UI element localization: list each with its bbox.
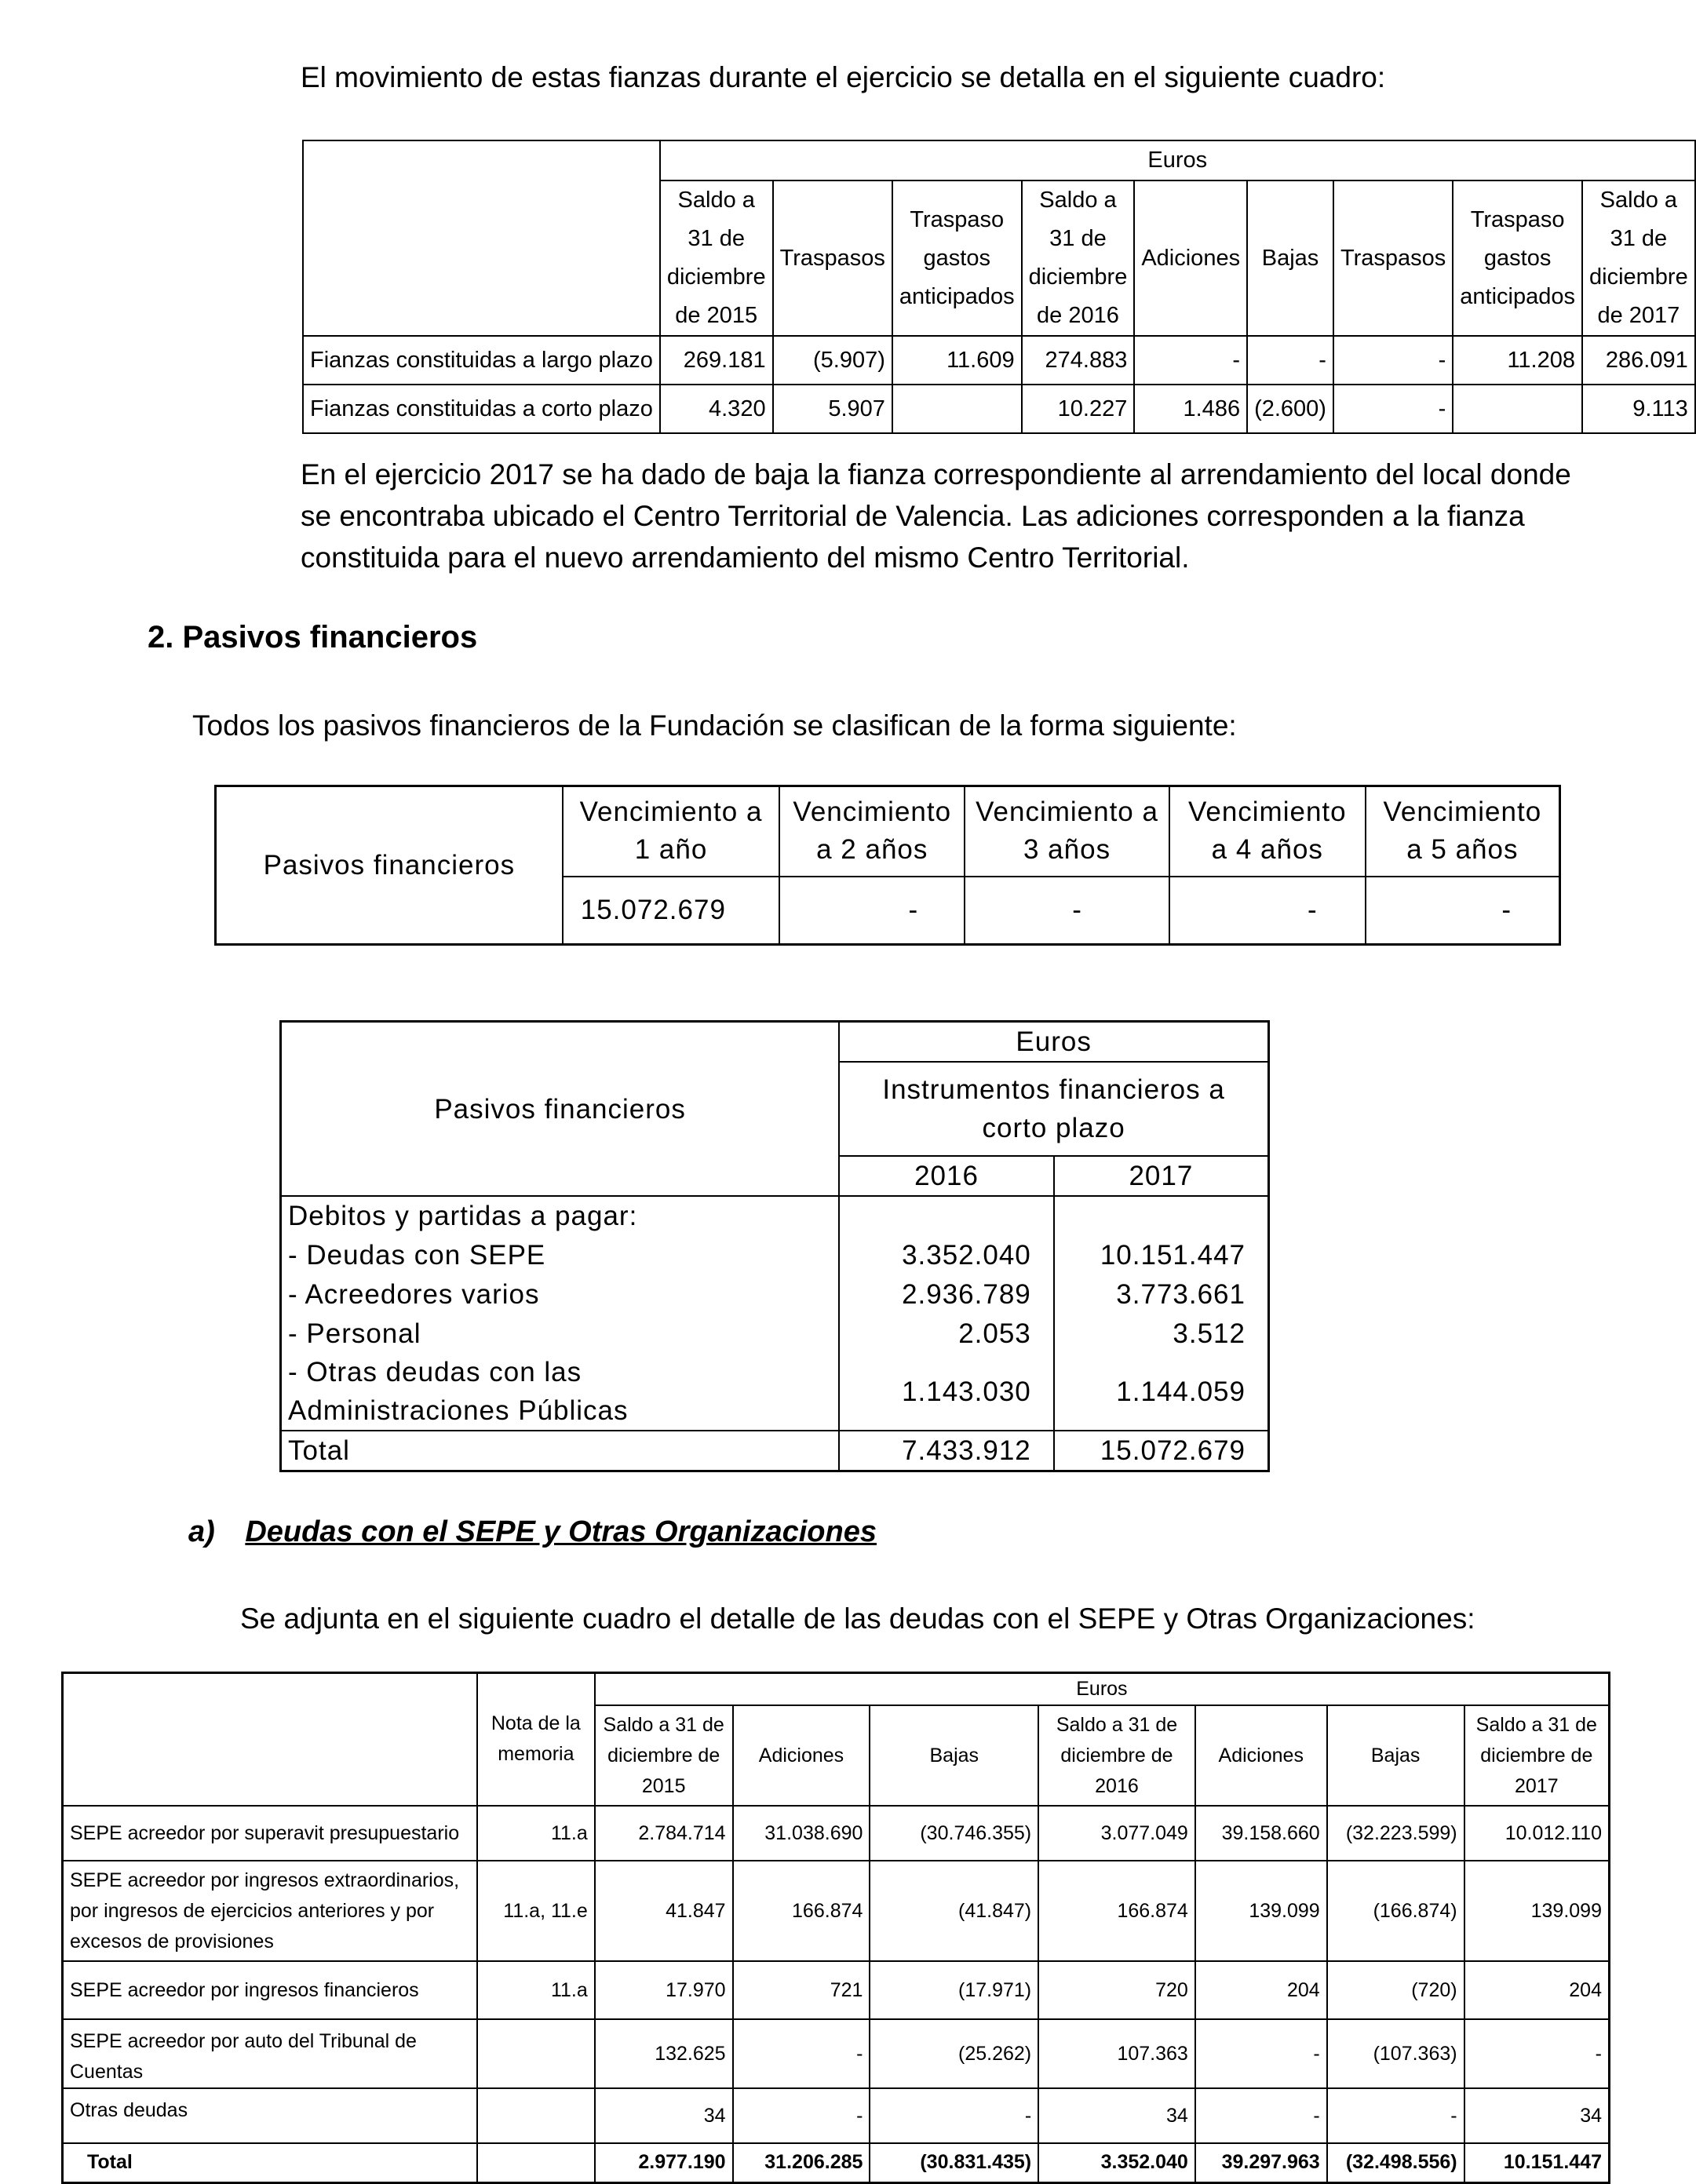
row-label: - Otras deudas con las Administraciones Públicas: [281, 1353, 840, 1431]
fianzas-note-paragraph: En el ejercicio 2017 se ha dado de baja la fianza correspondiente al arrendamiento del local donde se encontraba ubicado el Centro Territorial de Valencia. Las adiciones corresponden a la fianza constituida para el nuevo arrendamiento del mismo Centro Territorial.: [301, 458, 1571, 574]
table-row: [281, 1314, 1269, 1353]
col-header: Vencimiento a 1 año: [563, 786, 780, 877]
cell: 31.038.690: [733, 1806, 870, 1861]
section-label: Debitos y partidas a pagar:: [281, 1196, 840, 1235]
liabilities-table: [279, 1020, 1270, 1472]
col-header: Vencimiento a 4 años: [1169, 786, 1366, 877]
row-label: - Personal: [281, 1314, 840, 1353]
cell: (166.874): [1327, 1861, 1464, 1961]
col-header: Bajas: [1247, 180, 1333, 336]
cell: (32.498.556): [1327, 2143, 1464, 2182]
subsection-heading: [188, 1511, 877, 1553]
cell: 2.936.789: [839, 1274, 1054, 1314]
row-label: SEPE acreedor por ingresos extraordinarios, por ingresos de ejercicios anteriores y por excesos de provisiones: [63, 1861, 477, 1961]
cell: -: [1366, 877, 1560, 945]
row-label: Total: [281, 1431, 840, 1471]
cell: -: [1195, 2019, 1327, 2088]
table-row: [63, 2088, 1610, 2143]
corner-cell: [63, 1673, 477, 1807]
cell: 2.784.714: [595, 1806, 733, 1861]
col-header: Adiciones: [1195, 1705, 1327, 1806]
total-row: [281, 1431, 1269, 1471]
cell: 34: [595, 2088, 733, 2143]
table-row: [63, 1861, 1610, 1961]
cell: 39.158.660: [1195, 1806, 1327, 1861]
cell: 139.099: [1195, 1861, 1327, 1961]
cell: -: [779, 877, 965, 945]
cell: 3.512: [1054, 1314, 1269, 1353]
col-header: Traspaso gastos anticipados: [1453, 180, 1582, 336]
cell: 11.208: [1453, 336, 1582, 385]
intro-paragraph: El movimiento de estas fianzas durante el ejercicio se detalla en el siguiente cuadro:: [301, 61, 1386, 93]
row-label: Fianzas constituidas a largo plazo: [303, 336, 660, 385]
col-header: Bajas: [870, 1705, 1038, 1806]
cell: 10.227: [1022, 385, 1135, 433]
cell: 41.847: [595, 1861, 733, 1961]
table-row: [63, 1961, 1610, 2019]
table-row: [281, 1235, 1269, 1274]
group-header: Instrumentos financieros a corto plazo: [839, 1062, 1268, 1156]
cell: -: [1195, 2088, 1327, 2143]
note-cell: [477, 2143, 595, 2182]
cell: 720: [1038, 1961, 1195, 2019]
table-row: [63, 2019, 1610, 2088]
cell: 34: [1464, 2088, 1610, 2143]
col-header: Saldo a 31 de diciembre de 2016: [1022, 180, 1135, 336]
cell: 204: [1195, 1961, 1327, 2019]
cell: [892, 385, 1022, 433]
row-label: Total: [63, 2143, 477, 2182]
cell: 15.072.679: [563, 877, 780, 945]
cell: 7.433.912: [839, 1431, 1054, 1471]
cell: 2.977.190: [595, 2143, 733, 2182]
cell: 3.352.040: [1038, 2143, 1195, 2182]
cell: 1.143.030: [839, 1353, 1054, 1431]
cell: 721: [733, 1961, 870, 2019]
cell: -: [1464, 2019, 1610, 2088]
cell: 10.151.447: [1054, 1235, 1269, 1274]
col-header: Adiciones: [733, 1705, 870, 1806]
cell: (41.847): [870, 1861, 1038, 1961]
cell: -: [965, 877, 1169, 945]
currency-header: Euros: [839, 1022, 1268, 1063]
table-row: [303, 385, 1695, 433]
cell: 274.883: [1022, 336, 1135, 385]
classification-paragraph: Todos los pasivos financieros de la Fundación se clasifican de la forma siguiente:: [192, 709, 1237, 742]
sepe-debts-table: [61, 1672, 1610, 2184]
col-header: Traspasos: [1333, 180, 1453, 336]
cell: 132.625: [595, 2019, 733, 2088]
cell: 107.363: [1038, 2019, 1195, 2088]
subsection-title: Deudas con el SEPE y Otras Organizaciones: [245, 1515, 877, 1548]
cell: -: [1327, 2088, 1464, 2143]
cell: 2.053: [839, 1314, 1054, 1353]
cell: 166.874: [1038, 1861, 1195, 1961]
table-row: [63, 1806, 1610, 1861]
corner-cell: [303, 140, 660, 336]
cell: (720): [1327, 1961, 1464, 2019]
row-label: Pasivos financieros: [216, 786, 563, 945]
col-header: Traspasos: [773, 180, 892, 336]
cell: [1453, 385, 1582, 433]
maturity-table: [214, 785, 1561, 946]
col-header: Saldo a 31 de diciembre de 2015: [595, 1705, 733, 1806]
cell: 11.609: [892, 336, 1022, 385]
col-header: Vencimiento a 2 años: [779, 786, 965, 877]
cell: 3.773.661: [1054, 1274, 1269, 1314]
cell: 3.352.040: [839, 1235, 1054, 1274]
cell: -: [733, 2088, 870, 2143]
cell: -: [1169, 877, 1366, 945]
cell: 34: [1038, 2088, 1195, 2143]
col-header: Saldo a 31 de diciembre de 2017: [1582, 180, 1695, 336]
note-header: Nota de la memoria: [477, 1673, 595, 1807]
row-label: Pasivos financieros: [281, 1022, 840, 1197]
cell: 1.144.059: [1054, 1353, 1269, 1431]
table-row: [303, 336, 1695, 385]
col-header: Saldo a 31 de diciembre de 2015: [660, 180, 773, 336]
section-heading: 2. Pasivos financieros: [148, 620, 478, 654]
cell: 9.113: [1582, 385, 1695, 433]
cell: 39.297.963: [1195, 2143, 1327, 2182]
cell: (17.971): [870, 1961, 1038, 2019]
note-cell: [477, 2019, 595, 2088]
cell: 15.072.679: [1054, 1431, 1269, 1471]
cell: 5.907: [773, 385, 892, 433]
cell: 139.099: [1464, 1861, 1610, 1961]
cell: -: [733, 2019, 870, 2088]
cell: 17.970: [595, 1961, 733, 2019]
cell: 286.091: [1582, 336, 1695, 385]
cell: 3.077.049: [1038, 1806, 1195, 1861]
table-row: [281, 1353, 1269, 1431]
cell: 4.320: [660, 385, 773, 433]
note-cell: 11.a, 11.e: [477, 1861, 595, 1961]
year-header: 2017: [1054, 1156, 1269, 1196]
col-header: Vencimiento a 5 años: [1366, 786, 1560, 877]
cell: -: [1247, 336, 1333, 385]
subsection-letter: a): [188, 1515, 215, 1548]
cell: (32.223.599): [1327, 1806, 1464, 1861]
cell: 269.181: [660, 336, 773, 385]
cell: 166.874: [733, 1861, 870, 1961]
col-header: Adiciones: [1134, 180, 1247, 336]
col-header: Saldo a 31 de diciembre de 2017: [1464, 1705, 1610, 1806]
cell: (25.262): [870, 2019, 1038, 2088]
row-label: Otras deudas: [63, 2088, 477, 2143]
note-cell: 11.a: [477, 1806, 595, 1861]
cell: -: [870, 2088, 1038, 2143]
cell: -: [1134, 336, 1247, 385]
note-cell: 11.a: [477, 1961, 595, 2019]
col-header: Vencimiento a 3 años: [965, 786, 1169, 877]
row-label: Fianzas constituidas a corto plazo: [303, 385, 660, 433]
row-label: - Deudas con SEPE: [281, 1235, 840, 1274]
cell: 1.486: [1134, 385, 1247, 433]
row-label: SEPE acreedor por superavit presupuestario: [63, 1806, 477, 1861]
cell: (30.831.435): [870, 2143, 1038, 2182]
cell: (107.363): [1327, 2019, 1464, 2088]
cell: 31.206.285: [733, 2143, 870, 2182]
row-label: SEPE acreedor por ingresos financieros: [63, 1961, 477, 2019]
cell: (5.907): [773, 336, 892, 385]
cell: -: [1333, 336, 1453, 385]
cell: (2.600): [1247, 385, 1333, 433]
cell: -: [1333, 385, 1453, 433]
year-header: 2016: [839, 1156, 1054, 1196]
currency-header: Euros: [595, 1673, 1610, 1706]
table-row: [281, 1274, 1269, 1314]
col-header: Bajas: [1327, 1705, 1464, 1806]
cell: 10.012.110: [1464, 1806, 1610, 1861]
cell: 10.151.447: [1464, 2143, 1610, 2182]
row-label: SEPE acreedor por auto del Tribunal de Cuentas: [63, 2019, 477, 2088]
currency-header: Euros: [660, 140, 1695, 180]
fianzas-table: [302, 140, 1696, 434]
cell: (30.746.355): [870, 1806, 1038, 1861]
sepe-paragraph: Se adjunta en el siguiente cuadro el detalle de las deudas con el SEPE y Otras Organizaciones:: [240, 1602, 1475, 1635]
note-cell: [477, 2088, 595, 2143]
cell: 204: [1464, 1961, 1610, 2019]
total-row: [63, 2143, 1610, 2182]
col-header: Saldo a 31 de diciembre de 2016: [1038, 1705, 1195, 1806]
col-header: Traspaso gastos anticipados: [892, 180, 1022, 336]
row-label: - Acreedores varios: [281, 1274, 840, 1314]
